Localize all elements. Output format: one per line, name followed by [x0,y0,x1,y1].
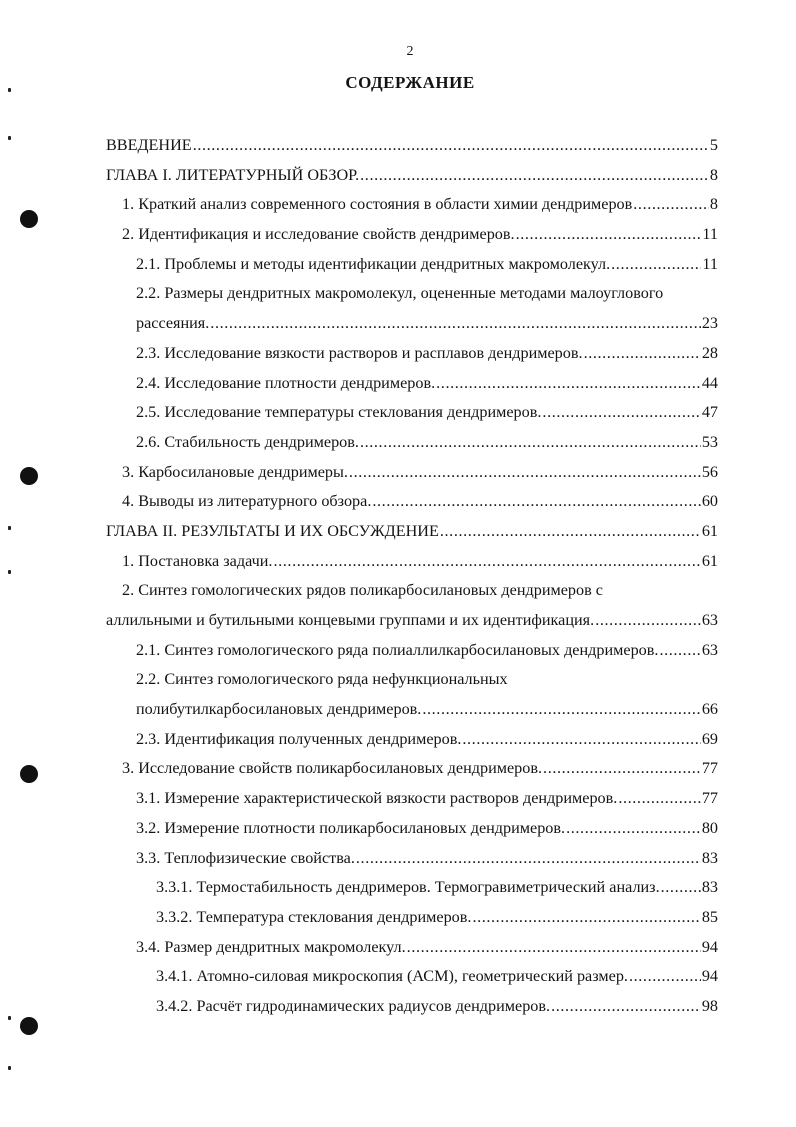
scan-mark [8,1016,11,1020]
toc-entry-title: 1. Постановка задачи. [122,551,273,570]
toc-entry-title: 2.3. Исследование вязкости растворов и расплавов дендримеров. [136,343,583,362]
toc-entry-page: 60 [701,492,718,511]
toc-entry [106,314,718,344]
toc-entry-title: 1. Краткий анализ современного состояния в области химии дендримеров [122,195,633,214]
toc-entry-title: полибутилкарбосилановых дендримеров. [136,700,422,719]
toc-entry-page: 94 [701,967,718,986]
toc-entry-page: 80 [701,818,718,837]
toc-entry-title: 3.3.1. Термостабильность дендримеров. Термогравиметрический анализ. [156,878,660,897]
toc-entry-page: 94 [701,937,718,956]
toc-entry [106,938,718,968]
toc-entry-title: 4. Выводы из литературного обзора. [122,492,372,511]
toc-entry [106,552,718,582]
toc-entry-page: 83 [701,848,718,867]
dot-leader [611,255,701,274]
toc-entry-page: 8 [709,165,718,184]
toc-entry-page: 66 [701,700,718,719]
dot-leader [551,997,701,1016]
toc-entry-title: ГЛАВА II. РЕЗУЛЬТАТЫ И ИХ ОБСУЖДЕНИЕ [106,521,439,540]
dot-leader [436,374,701,393]
toc-entry-title: 2.1. Проблемы и методы идентификации дендритных макромолекул. [136,254,611,273]
toc-entry [106,433,718,463]
toc-entry [106,492,718,522]
toc-entry-title: 3.2. Измерение плотности поликарбосилановых дендримеров. [136,818,566,837]
dot-leader [360,433,701,452]
toc-entry-title: 3.3.2. Температура стеклования дендримеров. [156,907,472,926]
toc-entry [106,759,718,789]
toc-entry [106,344,718,374]
dot-leader [193,136,709,155]
toc-entry [106,611,718,641]
scan-mark [8,570,11,574]
toc-entry [106,463,718,493]
dot-leader [516,225,702,244]
toc-entry-page: 63 [701,640,718,659]
toc-entry [106,641,718,671]
toc-entry-page: 53 [701,432,718,451]
toc-entry [106,700,718,730]
toc-entry-title: 2.4. Исследование плотности дендримеров. [136,373,436,392]
toc-entry [106,730,718,760]
toc-entry-title: 2.6. Стабильность дендримеров. [136,432,359,451]
dot-leader [542,403,700,422]
toc-entry-page: 11 [702,254,718,273]
scan-mark [8,526,11,530]
toc-entry [106,849,718,879]
toc-entry-page: 63 [701,611,718,629]
punch-hole-mark [20,210,38,228]
toc-entry-title: 3.1. Измерение характеристической вязкости растворов дендримеров. [136,789,618,808]
page-title: СОДЕРЖАНИЕ [345,73,475,92]
punch-hole-mark [20,1017,38,1035]
toc-entry-page: 61 [701,551,718,570]
dot-leader [595,611,701,630]
toc-entry-title: 3.4.1. Атомно-силовая микроскопия (АСМ), геометрический размер. [156,967,628,986]
punch-hole-mark [20,467,38,485]
dot-leader [618,789,700,808]
toc-entry-page: 23 [701,314,718,333]
dot-leader [372,492,700,511]
toc-entry-page: 69 [701,729,718,748]
toc-entry [106,967,718,997]
toc-entry-title: аллильными и бутильными концевыми группами и их идентификация. [106,611,595,629]
toc-entry [106,908,718,938]
toc-entry-page: 56 [701,462,718,481]
toc-entry [106,255,718,285]
toc-entry [106,789,718,819]
toc-entry-page: 5 [709,136,718,154]
toc-entry [106,284,718,314]
toc-entry-title: 2. Идентификация и исследование свойств дендримеров. [122,225,515,244]
toc-entry [106,878,718,908]
dot-leader [659,641,700,660]
toc-entry [106,166,718,196]
dot-leader [273,552,700,571]
toc-entry-title: ГЛАВА I. ЛИТЕРАТУРНЫЙ ОБЗОР. [106,165,360,184]
toc-entry-page: 47 [701,403,718,422]
toc-entry-title: рассеяния. [136,314,210,333]
dot-leader [210,314,701,333]
toc-entry-title: 2.2. Размеры дендритных макромолекул, оцененные методами малоуглового [136,284,664,303]
toc-entry [106,997,718,1027]
dot-leader [407,938,701,957]
toc-entry-page: 28 [701,343,718,362]
dot-leader [356,849,701,868]
dot-leader [422,700,700,719]
toc-entry-page: 77 [701,789,718,808]
toc-entry [106,522,718,552]
dot-leader [566,819,701,838]
dot-leader [543,759,701,778]
toc-entry-title: 3. Карбосилановые дендримеры. [122,462,348,481]
dot-leader [440,522,701,541]
toc-entry-page: 11 [702,225,718,244]
toc-entry [106,374,718,404]
dot-leader [629,967,701,986]
scan-mark [8,136,11,140]
toc-entry-title: ВВЕДЕНИЕ [106,136,192,154]
dot-leader [472,908,700,927]
toc-entry-title: 2.2. Синтез гомологического ряда нефункциональных [136,670,508,689]
toc-entry [106,136,718,166]
dot-leader [360,166,709,185]
toc-entry-title: 3.4.2. Расчёт гидродинамических радиусов дендримеров. [156,996,551,1015]
dot-leader [661,878,701,897]
toc-entry [106,581,718,611]
toc-entry-title: 2. Синтез гомологических рядов поликарбосилановых дендримеров с [122,581,603,600]
dot-leader [633,195,709,214]
toc-entry [106,403,718,433]
toc-entry-page: 77 [701,759,718,778]
toc-entry [106,670,718,700]
toc-entry [106,225,718,255]
toc-entry-title: 3.4. Размер дендритных макромолекул. [136,937,406,956]
toc-entry-title: 2.3. Идентификация полученных дендримеров. [136,729,462,748]
toc-entry-title: 2.1. Синтез гомологического ряда полиаллилкарбосилановых дендримеров. [136,640,659,659]
toc-entry-title: 3. Исследование свойств поликарбосилановых дендримеров. [122,759,543,778]
punch-hole-mark [20,765,38,783]
dot-leader [349,463,701,482]
toc-entry-title: 3.3. Теплофизические свойства. [136,848,355,867]
toc-entry-page: 85 [701,907,718,926]
toc-entry [106,819,718,849]
toc-entry-page: 83 [701,878,718,897]
toc-entry-page: 8 [709,195,718,214]
scan-mark [8,1066,11,1070]
toc-entry-title: 2.5. Исследование температуры стеклования дендримеров. [136,403,542,422]
dot-leader [584,344,701,363]
table-of-contents [106,136,718,1027]
toc-entry-page: 44 [701,373,718,392]
page-number: 2 [406,44,414,59]
toc-entry [106,195,718,225]
toc-entry-page: 61 [701,521,718,540]
dot-leader [462,730,700,749]
toc-entry-page: 98 [701,996,718,1015]
